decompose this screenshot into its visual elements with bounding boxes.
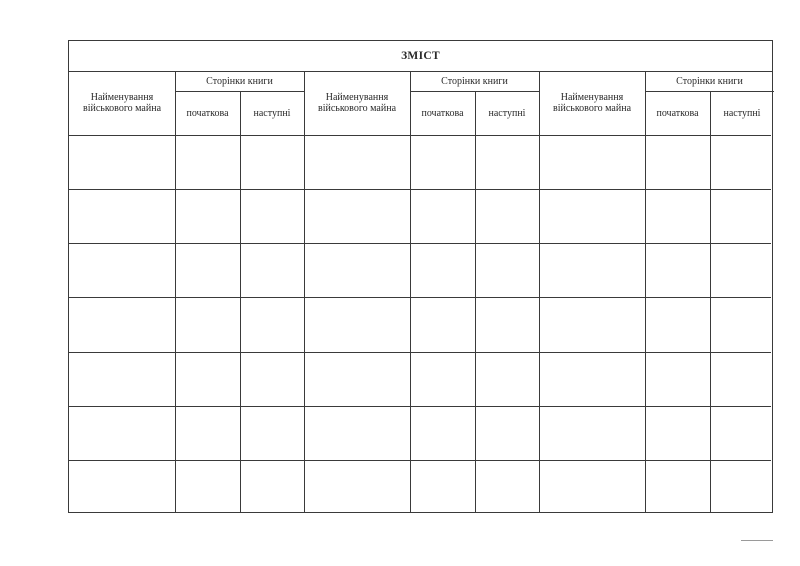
contents-table [68, 40, 773, 513]
table-cell[interactable] [241, 244, 303, 296]
table-cell[interactable] [476, 298, 538, 350]
table-cell[interactable] [411, 244, 474, 296]
table-cell[interactable] [70, 353, 174, 405]
start-page-header: початкова [186, 107, 229, 119]
table-cell[interactable] [540, 298, 644, 350]
table-cell[interactable] [176, 298, 239, 350]
next-pages-header: наступні [253, 107, 291, 119]
table-title: ЗМІСТ [69, 41, 772, 72]
table-cell[interactable] [70, 190, 174, 242]
table-cell[interactable] [476, 353, 538, 405]
table-cell[interactable] [711, 244, 773, 296]
table-cell[interactable] [476, 461, 538, 513]
table-cell[interactable] [646, 461, 709, 513]
next-pages-header: наступні [723, 107, 761, 119]
table-cell[interactable] [241, 407, 303, 459]
table-cell[interactable] [646, 190, 709, 242]
table-cell[interactable] [176, 353, 239, 405]
table-cell[interactable] [476, 136, 538, 188]
table-cell[interactable] [70, 461, 174, 513]
table-cell[interactable] [476, 244, 538, 296]
table-cell[interactable] [176, 461, 239, 513]
table-cell[interactable] [70, 298, 174, 350]
table-cell[interactable] [540, 190, 644, 242]
start-page-header: початкова [656, 107, 699, 119]
table-cell[interactable] [476, 407, 538, 459]
table-cell[interactable] [711, 353, 773, 405]
table-cell[interactable] [241, 136, 303, 188]
table-cell[interactable] [70, 407, 174, 459]
table-cell[interactable] [241, 353, 303, 405]
pages-column-header: Сторінки книги [441, 75, 508, 87]
table-cell[interactable] [476, 190, 538, 242]
table-cell[interactable] [540, 136, 644, 188]
table-cell[interactable] [176, 136, 239, 188]
table-cell[interactable] [540, 407, 644, 459]
table-cell[interactable] [305, 190, 409, 242]
table-cell[interactable] [176, 190, 239, 242]
table-cell[interactable] [711, 407, 773, 459]
table-cell[interactable] [411, 298, 474, 350]
table-cell[interactable] [241, 190, 303, 242]
table-cell[interactable] [305, 407, 409, 459]
next-pages-header: наступні [488, 107, 526, 119]
table-cell[interactable] [540, 461, 644, 513]
name-column-header: Найменування військового майна [552, 92, 632, 114]
table-cell[interactable] [70, 244, 174, 296]
start-page-header: початкова [421, 107, 464, 119]
table-cell[interactable] [646, 407, 709, 459]
table-cell[interactable] [305, 461, 409, 513]
table-cell[interactable] [305, 353, 409, 405]
table-cell[interactable] [411, 190, 474, 242]
table-cell[interactable] [711, 190, 773, 242]
table-cell[interactable] [411, 353, 474, 405]
table-cell[interactable] [540, 244, 644, 296]
table-cell[interactable] [70, 136, 174, 188]
table-cell[interactable] [711, 461, 773, 513]
table-cell[interactable] [411, 136, 474, 188]
pages-column-header: Сторінки книги [206, 75, 273, 87]
table-cell[interactable] [540, 353, 644, 405]
table-cell[interactable] [176, 407, 239, 459]
table-cell[interactable] [711, 136, 773, 188]
table-cell[interactable] [241, 461, 303, 513]
page-footer-line [741, 540, 773, 541]
name-column-header: Найменування військового майна [317, 92, 397, 114]
name-column-header: Найменування військового майна [82, 92, 162, 114]
table-cell[interactable] [411, 461, 474, 513]
table-cell[interactable] [305, 244, 409, 296]
table-cell[interactable] [646, 298, 709, 350]
table-cell[interactable] [305, 298, 409, 350]
table-cell[interactable] [646, 353, 709, 405]
table-cell[interactable] [176, 244, 239, 296]
pages-column-header: Сторінки книги [676, 75, 743, 87]
table-cell[interactable] [305, 136, 409, 188]
table-cell[interactable] [646, 244, 709, 296]
table-cell[interactable] [711, 298, 773, 350]
table-cell[interactable] [646, 136, 709, 188]
table-cell[interactable] [241, 298, 303, 350]
table-cell[interactable] [411, 407, 474, 459]
